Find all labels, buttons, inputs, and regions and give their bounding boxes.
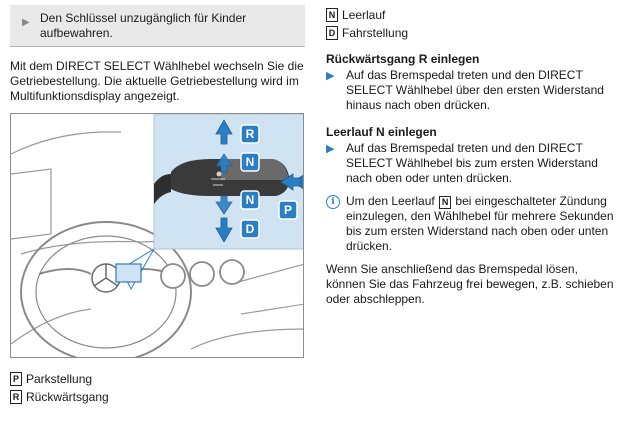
gear-badge-n-down-label: N xyxy=(245,193,255,207)
legend-item-park xyxy=(10,372,92,387)
legend-key: N xyxy=(326,8,338,22)
gear-badge-n-up-label: N xyxy=(245,155,255,169)
triangle-bullet-icon: ▶ xyxy=(22,17,30,28)
info-icon: i xyxy=(326,195,340,209)
legend-item-drive xyxy=(326,26,408,41)
neutral-info xyxy=(326,194,618,256)
legend-item-neutral xyxy=(326,8,385,23)
legend-key: D xyxy=(326,26,338,40)
neutral-heading: Leerlauf N einlegen xyxy=(326,125,437,139)
reverse-heading: Rückwärtsgang R einlegen xyxy=(326,52,480,66)
inline-key-n: N xyxy=(439,196,451,209)
legend-label: Leerlauf xyxy=(342,8,386,22)
legend-item-reverse xyxy=(10,390,109,405)
intro-paragraph: Mit dem DIRECT SELECT Wählhebel wechseln Sie die Getriebestellung. Die aktuelle Getriebestellung wird im Multifunktionsdisplay angezeigt. xyxy=(10,59,304,103)
legend-key: R xyxy=(10,390,22,404)
gear-badge-d-label: D xyxy=(245,222,255,236)
closing-paragraph: Wenn Sie anschließend das Bremspedal lösen, können Sie das Fahrzeug frei bewegen, z.B. schieben oder abschleppen. xyxy=(326,262,614,306)
neutral-step xyxy=(326,141,618,187)
neutral-step-text: Auf das Bremspedal treten und den DIRECT SELECT Wählhebel bis zum ersten Widerstand nach oben oder unten drücken. xyxy=(346,141,598,185)
reverse-step-text: Auf das Bremspedal treten und den DIRECT SELECT Wählhebel über den ersten Widerstand hinaus nach oben drücken. xyxy=(346,68,604,112)
legend-label: Fahrstellung xyxy=(342,26,409,40)
gear-selector-illustration xyxy=(10,113,304,358)
triangle-bullet-icon: ▶ xyxy=(326,143,335,155)
neutral-info-text: Um den Leerlauf N bei eingeschalteter Zündung einzulegen, den Wählhebel für mehrere Sekunden bis zum ersten Widerstand nach oben oder unten drücken. xyxy=(346,194,614,253)
cockpit-drawing xyxy=(11,114,304,358)
reverse-step xyxy=(326,68,618,114)
legend-label: Rückwärtsgang xyxy=(26,390,109,404)
gear-badge-p-label: P xyxy=(283,203,293,217)
notice-text: Den Schlüssel unzugänglich für Kinder aufbewahren. xyxy=(40,11,247,40)
legend-key: P xyxy=(10,372,22,386)
gear-badge-r-label: R xyxy=(245,127,255,141)
legend-label: Parkstellung xyxy=(26,372,93,386)
child-safety-notice xyxy=(10,5,305,47)
triangle-bullet-icon: ▶ xyxy=(326,70,335,82)
